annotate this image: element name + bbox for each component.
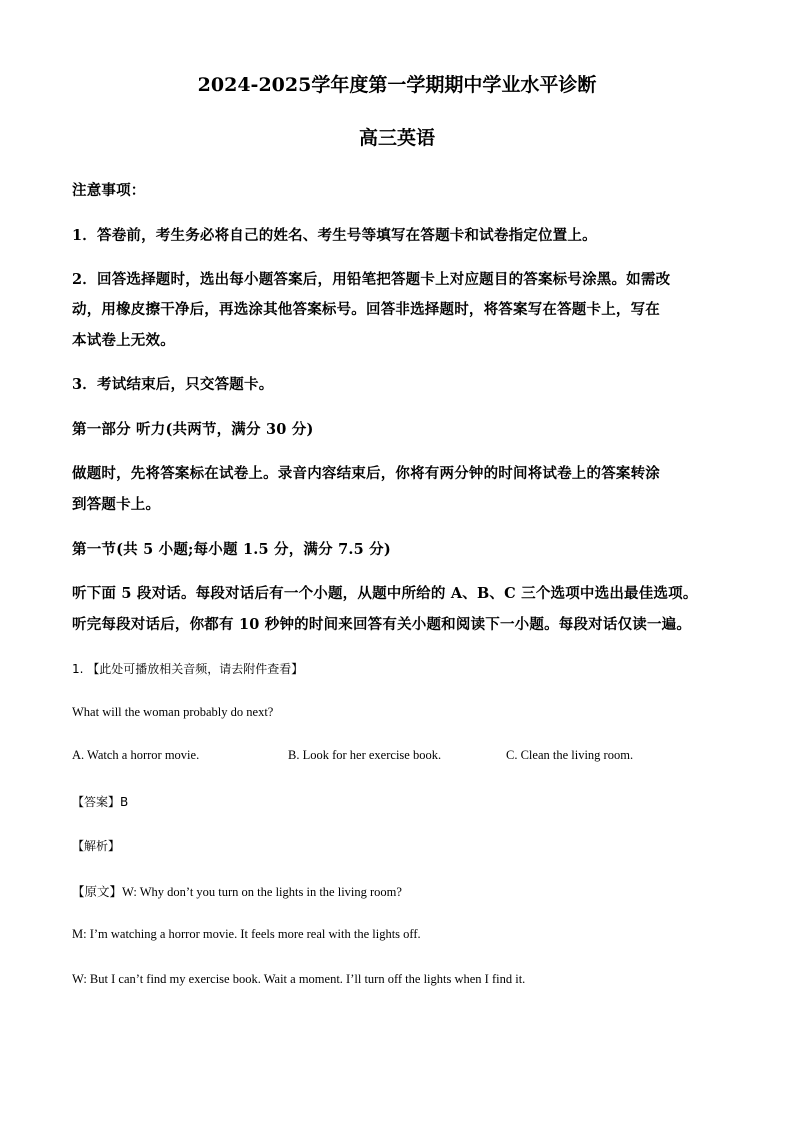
question-1-option-a: A. Watch a horror movie.	[72, 748, 200, 762]
part1-instruction-line-1: 做题时，先将答案标在试卷上。录音内容结束后，你将有两分钟的时间将试卷上的答案转涂	[72, 465, 660, 482]
transcript-line-1: 【原文】W: Why don’t you turn on the lights in the living room?	[72, 885, 402, 899]
question-1-stem: What will the woman probably do next?	[72, 705, 274, 719]
question-1-option-b: B. Look for her exercise book.	[288, 748, 442, 762]
question-1-audio-note: 1. 【此处可播放相关音频，请去附件查看】	[72, 662, 304, 676]
part1-instruction-line-2: 到答题卡上。	[72, 496, 161, 513]
question-1-analysis-label: 【解析】	[72, 839, 121, 853]
question-1-option-c: C. Clean the living room.	[506, 748, 634, 762]
exam-title: 2024-2025学年度第一学期期中学业水平诊断	[197, 74, 597, 96]
section1-heading: 第一节(共 5 小题;每小题 1.5 分，满分 7.5 分)	[72, 541, 391, 558]
transcript-line-3: W: But I can’t find my exercise book. Wait a moment. I’ll turn off the lights when I find it.	[72, 972, 526, 986]
part1-heading: 第一部分 听力(共两节，满分 30 分)	[72, 421, 314, 438]
notes-item-2-line-2: 动，用橡皮擦干净后，再选涂其他答案标号。回答非选择题时，将答案写在答题卡上，写在	[72, 301, 660, 318]
notes-item-3: 3．考试结束后，只交答题卡。	[72, 376, 274, 393]
notes-item-2-line-1: 2．回答选择题时，选出每小题答案后，用铅笔把答题卡上对应题目的答案标号涂黑。如需改	[72, 271, 671, 288]
section1-instruction-line-1: 听下面 5 段对话。每段对话后有一个小题，从题中所给的 A、B、C 三个选项中选出最佳选项。	[72, 585, 698, 602]
notes-item-2-line-3: 本试卷上无效。	[72, 332, 175, 349]
exam-subtitle: 高三英语	[358, 127, 435, 149]
transcript-line-2: M: I’m watching a horror movie. It feels more real with the lights off.	[72, 927, 421, 941]
question-1-answer: 【答案】B	[72, 795, 129, 809]
notes-heading: 注意事项：	[72, 182, 146, 199]
notes-item-1: 1．答卷前，考生务必将自己的姓名、考生号等填写在答题卡和试卷指定位置上。	[72, 227, 597, 244]
section1-instruction-line-2: 听完每段对话后，你都有 10 秒钟的时间来回答有关小题和阅读下一小题。每段对话仅读一遍。	[72, 616, 692, 633]
